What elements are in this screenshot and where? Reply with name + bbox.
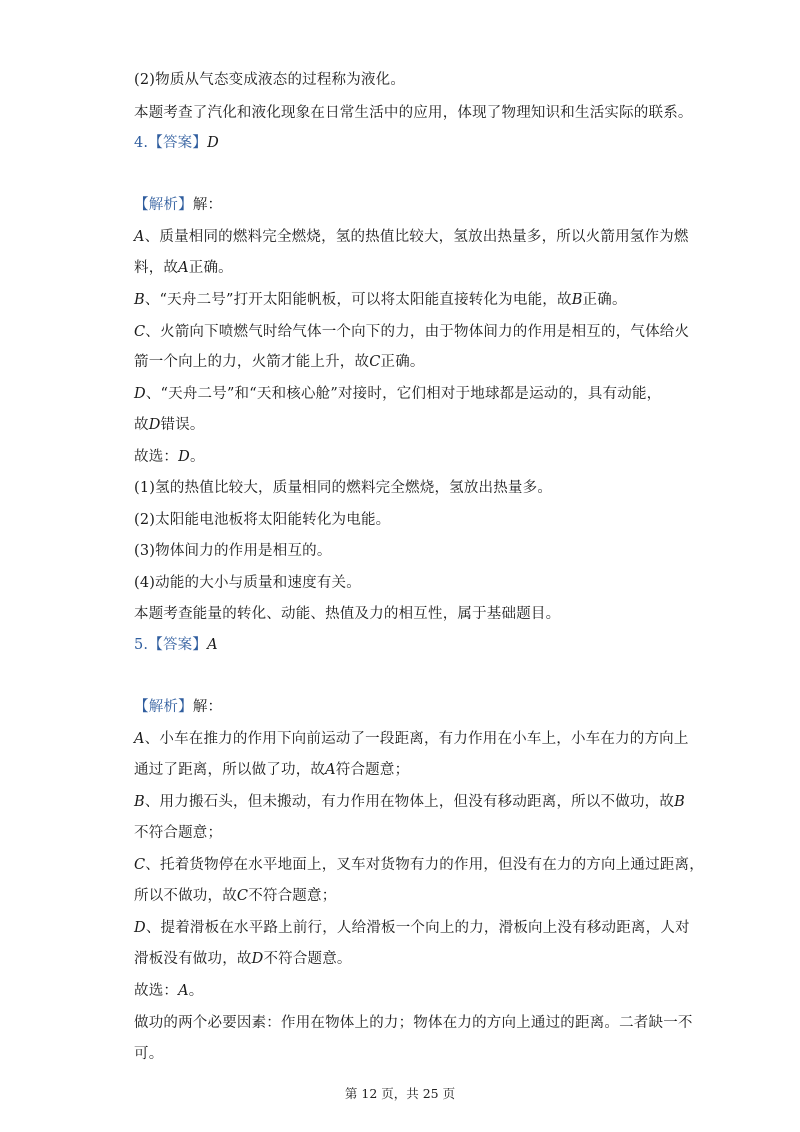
option-letter: D bbox=[148, 417, 161, 433]
q4-option-c-line1 bbox=[134, 322, 690, 342]
q4-answer-tag: 【答案】 bbox=[148, 135, 208, 151]
q4-point-2: (2)太阳能电池板将太阳能转化为电能。 bbox=[134, 512, 391, 528]
option-letter: C bbox=[134, 324, 146, 340]
option-text: 、“天舟二号”打开太阳能帆板，可以将太阳能直接转化为电能，故 bbox=[144, 292, 572, 308]
q5-analysis-header bbox=[134, 697, 674, 717]
option-letter: C bbox=[134, 857, 146, 873]
option-text: 正确。 bbox=[188, 260, 233, 276]
choice-text: 。 bbox=[189, 449, 205, 465]
q4-answer-line bbox=[134, 133, 674, 153]
option-text: 料，故 bbox=[134, 260, 179, 276]
q4-option-d-line1 bbox=[134, 384, 674, 404]
q5-option-c-line2 bbox=[134, 886, 674, 906]
q4-point-3: (3)物体间力的作用是相互的。 bbox=[134, 543, 332, 559]
choice-letter: A bbox=[178, 983, 189, 999]
option-text: 、用力搬石头，但未搬动，有力作用在物体上，但没有移动距离，所以不做功，故 bbox=[144, 794, 675, 810]
q4-option-a-line1 bbox=[134, 227, 689, 247]
q4-option-b bbox=[134, 290, 674, 310]
q4-option-a-line2 bbox=[134, 258, 674, 278]
option-text: 不符合题意； bbox=[248, 888, 337, 904]
option-text: 错误。 bbox=[160, 417, 205, 433]
q4-point-1: (1)氢的热值比较大，质量相同的燃料完全燃烧，氢放出热量多。 bbox=[134, 480, 553, 496]
q3-summary: 本题考查了汽化和液化现象在日常生活中的应用，体现了物理知识和生活实际的联系。 bbox=[134, 105, 693, 121]
option-text: 、提着滑板在水平路上前行，人给滑板一个向上的力，滑板向上没有移动距离，人对 bbox=[145, 920, 690, 936]
q5-answer-line bbox=[134, 635, 674, 655]
q4-option-d-line2 bbox=[134, 415, 674, 435]
q5-option-b-line2: 不符合题意； bbox=[134, 825, 223, 841]
q5-analysis-lead: 解： bbox=[192, 699, 223, 715]
option-letter: A bbox=[134, 229, 145, 245]
option-text: 、“天舟二号”和“天和核心舱”对接时，它们相对于地球都是运动的，具有动能， bbox=[145, 386, 662, 402]
choice-text: 故选： bbox=[134, 983, 179, 999]
option-text: 符合题意； bbox=[335, 762, 410, 778]
q5-option-c-line1 bbox=[134, 855, 704, 875]
option-text: 箭一个向上的力，火箭才能上升，故 bbox=[134, 354, 370, 370]
q4-analysis-lead: 解： bbox=[192, 197, 223, 213]
option-text: 滑板没有做功，故 bbox=[134, 951, 252, 967]
q4-choice bbox=[134, 447, 674, 467]
q5-answer-tag: 【答案】 bbox=[148, 637, 208, 653]
choice-text: 故选： bbox=[134, 449, 179, 465]
option-text: 、小车在推力的作用下向前运动了一段距离，有力作用在小车上，小车在力的方向上 bbox=[144, 731, 689, 747]
option-text: 、火箭向下喷燃气时给气体一个向下的力，由于物体间力的作用是相互的，气体给火 bbox=[145, 324, 690, 340]
option-letter: A bbox=[325, 762, 336, 778]
q4-point-4: (4)动能的大小与质量和速度有关。 bbox=[134, 575, 361, 591]
option-letter: C bbox=[369, 354, 381, 370]
q5-option-d-line1 bbox=[134, 918, 690, 938]
option-letter: B bbox=[134, 794, 145, 810]
page-footer: 第 12 页，共 25 页 bbox=[344, 1086, 456, 1101]
option-letter: D bbox=[134, 386, 146, 402]
option-letter: A bbox=[134, 731, 145, 747]
option-text: 不符合题意。 bbox=[263, 951, 352, 967]
q5-option-b-line1 bbox=[134, 792, 685, 812]
q4-analysis-header bbox=[134, 195, 674, 215]
q5-answer-value: A bbox=[207, 637, 218, 653]
q4-summary: 本题考查能量的转化、动能、热值及力的相互性，属于基础题目。 bbox=[134, 606, 561, 622]
q4-answer-value: D bbox=[207, 135, 219, 151]
q5-option-a-line1 bbox=[134, 729, 689, 749]
option-letter: C bbox=[236, 888, 249, 904]
option-letter: D bbox=[251, 951, 264, 967]
option-text: 通过了距离，所以做了功，故 bbox=[134, 762, 326, 778]
q5-number: 5. bbox=[134, 637, 149, 653]
q5-analysis-tag: 【解析】 bbox=[134, 699, 193, 715]
q4-analysis-tag: 【解析】 bbox=[134, 197, 193, 213]
q5-option-d-line2 bbox=[134, 949, 674, 969]
choice-text: 。 bbox=[188, 983, 204, 999]
option-text: 、质量相同的燃料完全燃烧，氢的热值比较大，氢放出热量多，所以火箭用氢作为燃 bbox=[144, 229, 689, 245]
q3-point-2: (2)物质从气态变成液态的过程称为液化。 bbox=[134, 72, 406, 88]
option-text: 正确。 bbox=[582, 292, 627, 308]
option-text: 正确。 bbox=[380, 354, 425, 370]
q5-summary-line1: 做功的两个必要因素：作用在物体上的力；物体在力的方向上通过的距离。二者缺一不 bbox=[134, 1015, 693, 1031]
q4-number: 4. bbox=[134, 135, 149, 151]
option-letter: D bbox=[134, 920, 146, 936]
q4-option-c-line2 bbox=[134, 352, 674, 372]
q5-choice bbox=[134, 981, 674, 1001]
option-letter: B bbox=[674, 794, 685, 810]
option-text: 故 bbox=[134, 417, 149, 433]
option-letter: B bbox=[134, 292, 145, 308]
q5-option-a-line2 bbox=[134, 760, 674, 780]
option-text: 、托着货物停在水平地面上，叉车对货物有力的作用，但没有在力的方向上通过距离， bbox=[145, 857, 704, 873]
option-letter: A bbox=[178, 260, 189, 276]
choice-letter: D bbox=[178, 449, 190, 465]
q5-summary-line2: 可。 bbox=[134, 1046, 164, 1062]
option-text: 所以不做功，故 bbox=[134, 888, 237, 904]
option-letter: B bbox=[571, 292, 583, 308]
